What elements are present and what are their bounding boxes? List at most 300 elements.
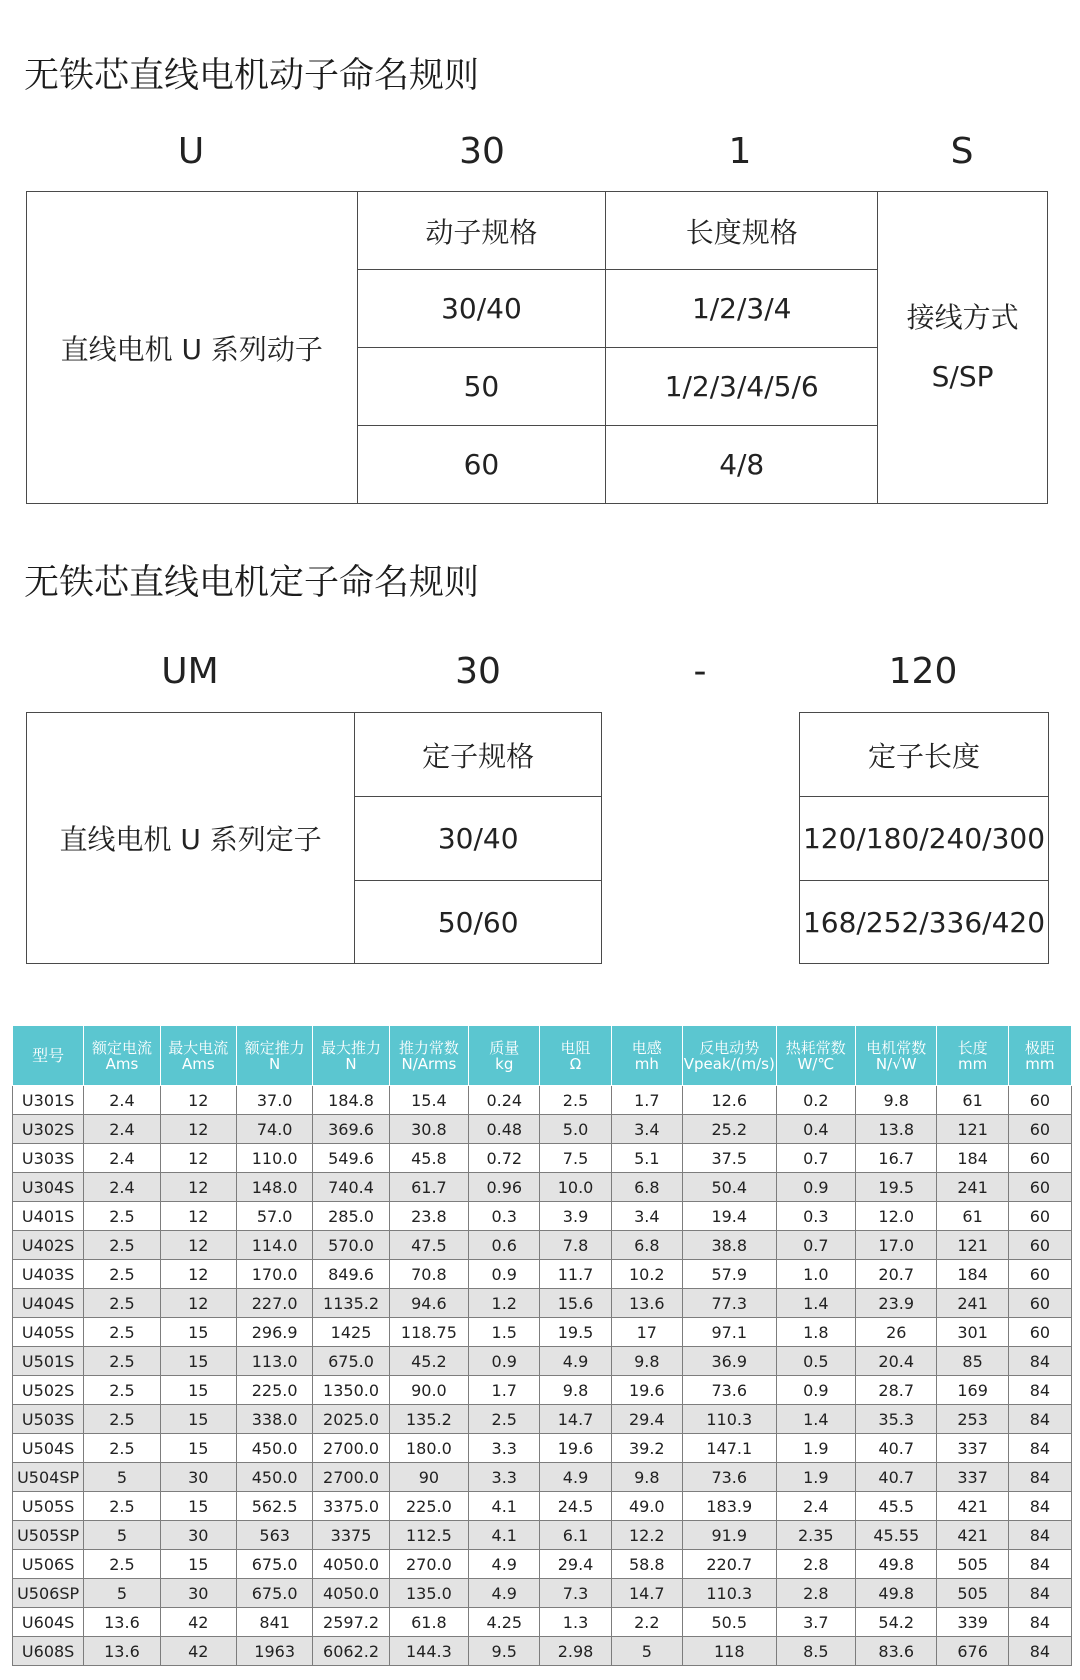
table-cell: 29.4: [540, 1550, 611, 1579]
column-header-unit: mh: [634, 1054, 659, 1073]
table-cell: 35.3: [856, 1405, 937, 1434]
table-cell: 23.8: [389, 1202, 468, 1231]
table-cell: 60: [1008, 1086, 1071, 1115]
table-row: [13, 1260, 1072, 1289]
table-cell: 2.8: [776, 1550, 855, 1579]
table-cell: 5.0: [540, 1115, 611, 1144]
table-cell: 15.4: [389, 1086, 468, 1115]
table-cell: 6.8: [611, 1173, 682, 1202]
table-cell: 13.6: [84, 1637, 160, 1666]
table-cell: 60: [1008, 1173, 1071, 1202]
table-cell: 30: [160, 1463, 236, 1492]
table-cell: 675.0: [313, 1347, 389, 1376]
table-cell: 15: [160, 1550, 236, 1579]
table-cell: 0.3: [469, 1202, 540, 1231]
column-header: [13, 1026, 84, 1086]
table-cell: 13.6: [611, 1289, 682, 1318]
table-cell: 37.5: [682, 1144, 776, 1173]
table-cell: 121: [937, 1231, 1008, 1260]
table-row: [13, 1463, 1072, 1492]
table-cell: 0.9: [776, 1173, 855, 1202]
table-cell: 7.5: [540, 1144, 611, 1173]
table-cell: 60: [1008, 1318, 1071, 1347]
table-cell: 3.4: [611, 1115, 682, 1144]
column-header-label: 反电动势: [699, 1038, 760, 1057]
column-header-unit: Ams: [105, 1054, 139, 1073]
table-cell: 4.9: [469, 1579, 540, 1608]
table-cell: 84: [1008, 1376, 1071, 1405]
table-cell: 61: [937, 1086, 1008, 1115]
column-header-unit: W/℃: [797, 1054, 835, 1073]
column-header-unit: N/√W: [875, 1054, 917, 1073]
table-cell: 339: [937, 1608, 1008, 1637]
table-cell: 2.5: [84, 1492, 160, 1521]
table-cell: 45.2: [389, 1347, 468, 1376]
table-cell: 7.3: [540, 1579, 611, 1608]
table-cell: 3375.0: [313, 1492, 389, 1521]
rotor-spec-value: 50: [357, 348, 606, 426]
model-cell: U505S: [13, 1492, 84, 1521]
column-header-unit: mm: [1025, 1054, 1055, 1073]
column-header-unit: N/Arms: [401, 1054, 457, 1073]
table-cell: 0.96: [469, 1173, 540, 1202]
table-cell: 740.4: [313, 1173, 389, 1202]
model-cell: U504S: [13, 1434, 84, 1463]
table-cell: 421: [937, 1521, 1008, 1550]
table-cell: 5: [84, 1521, 160, 1550]
table-cell: 0.9: [776, 1376, 855, 1405]
column-header-label: 热耗常数: [785, 1038, 846, 1057]
table-cell: 19.5: [856, 1173, 937, 1202]
model-cell: U301S: [13, 1086, 84, 1115]
column-header-unit: N: [269, 1054, 281, 1073]
table-row: [13, 1637, 1072, 1666]
table-cell: 91.9: [682, 1521, 776, 1550]
table-cell: 675.0: [236, 1550, 312, 1579]
rotor-spec-header: 动子规格: [357, 192, 606, 270]
table-row: [13, 1347, 1072, 1376]
table-cell: 74.0: [236, 1115, 312, 1144]
table-cell: 61.7: [389, 1173, 468, 1202]
stator-spec-value: 50/60: [355, 881, 602, 964]
rotor-wiring-cell: [878, 192, 1048, 504]
table-cell: 15: [160, 1405, 236, 1434]
table-cell: 3.3: [469, 1463, 540, 1492]
table-cell: 20.4: [856, 1347, 937, 1376]
table-cell: 19.6: [540, 1434, 611, 1463]
column-header-label: 长度: [957, 1038, 988, 1057]
table-cell: 170.0: [236, 1260, 312, 1289]
table-cell: 5.1: [611, 1144, 682, 1173]
table-cell: 84: [1008, 1434, 1071, 1463]
column-header-unit: Ω: [569, 1054, 582, 1073]
table-body: [13, 1086, 1072, 1666]
table-cell: 84: [1008, 1492, 1071, 1521]
table-cell: 39.2: [611, 1434, 682, 1463]
model-cell: U404S: [13, 1289, 84, 1318]
rotor-naming-table: [26, 191, 1048, 504]
table-cell: 97.1: [682, 1318, 776, 1347]
table-cell: 9.8: [611, 1347, 682, 1376]
table-cell: 42: [160, 1637, 236, 1666]
rotor-wiring-value: S/SP: [931, 359, 994, 393]
model-cell: U608S: [13, 1637, 84, 1666]
table-cell: 29.4: [611, 1405, 682, 1434]
table-cell: 84: [1008, 1521, 1071, 1550]
table-cell: 505: [937, 1550, 1008, 1579]
model-cell: U401S: [13, 1202, 84, 1231]
table-cell: 0.4: [776, 1115, 855, 1144]
table-cell: 2.5: [84, 1405, 160, 1434]
table-cell: 84: [1008, 1637, 1071, 1666]
rotor-spec-value: 60: [357, 426, 606, 504]
table-cell: 118.75: [389, 1318, 468, 1347]
table-cell: 450.0: [236, 1434, 312, 1463]
table-cell: 301: [937, 1318, 1008, 1347]
column-header-unit: N: [345, 1054, 357, 1073]
column-header: [611, 1026, 682, 1086]
column-header-label: 最大推力: [321, 1038, 382, 1057]
table-cell: 4.9: [469, 1550, 540, 1579]
model-cell: U604S: [13, 1608, 84, 1637]
table-row: [13, 1318, 1072, 1347]
table-cell: 16.7: [856, 1144, 937, 1173]
rotor-code-length: 1: [728, 131, 752, 172]
table-cell: 15: [160, 1347, 236, 1376]
table-cell: 2.4: [84, 1086, 160, 1115]
table-row: [13, 1202, 1072, 1231]
table-cell: 184: [937, 1260, 1008, 1289]
table-cell: 110.3: [682, 1405, 776, 1434]
table-cell: 421: [937, 1492, 1008, 1521]
table-cell: 3.9: [540, 1202, 611, 1231]
table-cell: 0.72: [469, 1144, 540, 1173]
table-cell: 220.7: [682, 1550, 776, 1579]
table-cell: 114.0: [236, 1231, 312, 1260]
rotor-length-value: 1/2/3/4/5/6: [606, 348, 878, 426]
stator-section-title: 无铁芯直线电机定子命名规则: [24, 563, 480, 603]
table-cell: 24.5: [540, 1492, 611, 1521]
table-cell: 1.9: [776, 1463, 855, 1492]
rotor-length-value: 4/8: [606, 426, 878, 504]
table-cell: 61.8: [389, 1608, 468, 1637]
table-cell: 19.4: [682, 1202, 776, 1231]
table-cell: 0.7: [776, 1231, 855, 1260]
table-cell: 30: [160, 1579, 236, 1608]
table-cell: 40.7: [856, 1463, 937, 1492]
table-cell: 148.0: [236, 1173, 312, 1202]
table-header-row: [13, 1026, 1072, 1086]
table-cell: 2.4: [776, 1492, 855, 1521]
table-cell: 4.9: [540, 1463, 611, 1492]
table-cell: 84: [1008, 1405, 1071, 1434]
model-cell: U505SP: [13, 1521, 84, 1550]
table-cell: 841: [236, 1608, 312, 1637]
table-cell: 6062.2: [313, 1637, 389, 1666]
table-cell: 12: [160, 1144, 236, 1173]
table-cell: 183.9: [682, 1492, 776, 1521]
table-cell: 4.25: [469, 1608, 540, 1637]
column-header-label: 额定推力: [244, 1038, 305, 1057]
table-cell: 4.9: [540, 1347, 611, 1376]
table-cell: 77.3: [682, 1289, 776, 1318]
table-cell: 2.5: [84, 1347, 160, 1376]
table-cell: 2700.0: [313, 1434, 389, 1463]
table-cell: 2700.0: [313, 1463, 389, 1492]
table-cell: 2.5: [84, 1202, 160, 1231]
table-cell: 563: [236, 1521, 312, 1550]
table-cell: 0.3: [776, 1202, 855, 1231]
table-cell: 94.6: [389, 1289, 468, 1318]
table-cell: 17: [611, 1318, 682, 1347]
table-cell: 113.0: [236, 1347, 312, 1376]
table-cell: 50.4: [682, 1173, 776, 1202]
table-cell: 4.1: [469, 1492, 540, 1521]
table-cell: 60: [1008, 1260, 1071, 1289]
table-cell: 84: [1008, 1550, 1071, 1579]
table-cell: 9.8: [611, 1463, 682, 1492]
table-row: [13, 1492, 1072, 1521]
table-cell: 26: [856, 1318, 937, 1347]
table-cell: 2.4: [84, 1173, 160, 1202]
table-cell: 5: [84, 1579, 160, 1608]
table-cell: 338.0: [236, 1405, 312, 1434]
column-header-label: 推力常数: [398, 1038, 459, 1057]
column-header: [84, 1026, 160, 1086]
table-row: [13, 1231, 1072, 1260]
table-cell: 84: [1008, 1608, 1071, 1637]
table-cell: 3375: [313, 1521, 389, 1550]
table-cell: 12.2: [611, 1521, 682, 1550]
table-cell: 19.6: [611, 1376, 682, 1405]
table-cell: 4050.0: [313, 1579, 389, 1608]
table-cell: 241: [937, 1289, 1008, 1318]
stator-spec-table: [26, 712, 602, 964]
column-header-unit: Vpeak/(m/s): [683, 1054, 775, 1073]
table-cell: 10.0: [540, 1173, 611, 1202]
table-cell: 85: [937, 1347, 1008, 1376]
table-cell: 14.7: [540, 1405, 611, 1434]
table-row: [13, 1289, 1072, 1318]
table-cell: 50.5: [682, 1608, 776, 1637]
table-cell: 17.0: [856, 1231, 937, 1260]
model-cell: U403S: [13, 1260, 84, 1289]
column-header-label: 质量: [489, 1038, 520, 1057]
table-cell: 28.7: [856, 1376, 937, 1405]
table-cell: 9.8: [540, 1376, 611, 1405]
table-row: [13, 1434, 1072, 1463]
table-cell: 6.1: [540, 1521, 611, 1550]
stator-length-header: 定子长度: [800, 713, 1049, 797]
table-cell: 369.6: [313, 1115, 389, 1144]
table-cell: 84: [1008, 1347, 1071, 1376]
table-cell: 0.5: [776, 1347, 855, 1376]
table-cell: 2.4: [84, 1115, 160, 1144]
table-cell: 1.2: [469, 1289, 540, 1318]
table-cell: 60: [1008, 1231, 1071, 1260]
table-row: [13, 1521, 1072, 1550]
table-cell: 184: [937, 1144, 1008, 1173]
table-cell: 58.8: [611, 1550, 682, 1579]
rotor-section-title: 无铁芯直线电机动子命名规则: [24, 56, 480, 96]
column-header-label: 电阻: [560, 1038, 591, 1057]
table-cell: 121: [937, 1115, 1008, 1144]
table-cell: 13.6: [84, 1608, 160, 1637]
table-cell: 144.3: [389, 1637, 468, 1666]
table-row: [13, 1086, 1072, 1115]
table-cell: 23.9: [856, 1289, 937, 1318]
table-cell: 2.5: [84, 1318, 160, 1347]
table-cell: 30: [160, 1521, 236, 1550]
stator-series-label: 直线电机 U 系列定子: [27, 713, 355, 964]
table-cell: 112.5: [389, 1521, 468, 1550]
table-cell: 12: [160, 1086, 236, 1115]
column-header-unit: mm: [957, 1054, 988, 1073]
model-cell: U405S: [13, 1318, 84, 1347]
table-cell: 12: [160, 1231, 236, 1260]
table-cell: 1.3: [540, 1608, 611, 1637]
table-cell: 15: [160, 1434, 236, 1463]
table-cell: 2.5: [84, 1260, 160, 1289]
table-cell: 8.5: [776, 1637, 855, 1666]
table-cell: 12: [160, 1115, 236, 1144]
table-cell: 2.5: [84, 1434, 160, 1463]
model-cell: U503S: [13, 1405, 84, 1434]
table-cell: 2.5: [84, 1376, 160, 1405]
table-cell: 9.8: [856, 1086, 937, 1115]
table-row: [13, 1144, 1072, 1173]
table-cell: 0.48: [469, 1115, 540, 1144]
table-cell: 2025.0: [313, 1405, 389, 1434]
stator-length-value: 168/252/336/420: [800, 881, 1049, 964]
rotor-series-label: 直线电机 U 系列动子: [27, 192, 358, 504]
table-cell: 549.6: [313, 1144, 389, 1173]
column-header: [776, 1026, 855, 1086]
column-header: [469, 1026, 540, 1086]
table-cell: 2.98: [540, 1637, 611, 1666]
table-cell: 19.5: [540, 1318, 611, 1347]
table-cell: 4050.0: [313, 1550, 389, 1579]
column-header-label: 电机常数: [866, 1038, 927, 1057]
rotor-code-spec: 30: [459, 131, 505, 172]
table-cell: 270.0: [389, 1550, 468, 1579]
motor-parameters-table: [12, 1025, 1072, 1666]
table-cell: 61: [937, 1202, 1008, 1231]
stator-code-dash: -: [693, 651, 707, 692]
table-cell: 2.2: [611, 1608, 682, 1637]
table-cell: 90.0: [389, 1376, 468, 1405]
table-cell: 45.8: [389, 1144, 468, 1173]
table-cell: 49.8: [856, 1550, 937, 1579]
table-cell: 147.1: [682, 1434, 776, 1463]
rotor-spec-value: 30/40: [357, 270, 606, 348]
column-header-unit: kg: [495, 1054, 514, 1073]
table-cell: 15: [160, 1318, 236, 1347]
table-cell: 450.0: [236, 1463, 312, 1492]
column-header: [236, 1026, 312, 1086]
table-row: [13, 1376, 1072, 1405]
column-header-label: 型号: [32, 1045, 65, 1065]
table-cell: 6.8: [611, 1231, 682, 1260]
table-cell: 180.0: [389, 1434, 468, 1463]
table-cell: 0.6: [469, 1231, 540, 1260]
table-cell: 1350.0: [313, 1376, 389, 1405]
table-cell: 57.9: [682, 1260, 776, 1289]
stator-spec-value: 30/40: [355, 797, 602, 881]
table-cell: 60: [1008, 1202, 1071, 1231]
stator-code-spec: 30: [455, 651, 501, 692]
table-cell: 0.9: [469, 1260, 540, 1289]
table-cell: 73.6: [682, 1376, 776, 1405]
table-cell: 73.6: [682, 1463, 776, 1492]
table-cell: 241: [937, 1173, 1008, 1202]
table-cell: 1135.2: [313, 1289, 389, 1318]
stator-spec-header: 定子规格: [355, 713, 602, 797]
table-cell: 42: [160, 1608, 236, 1637]
table-cell: 110.0: [236, 1144, 312, 1173]
table-cell: 296.9: [236, 1318, 312, 1347]
column-header-label: 额定电流: [91, 1038, 152, 1057]
table-cell: 849.6: [313, 1260, 389, 1289]
table-cell: 0.24: [469, 1086, 540, 1115]
table-cell: 12: [160, 1202, 236, 1231]
table-cell: 2.35: [776, 1521, 855, 1550]
stator-length-table: [799, 712, 1049, 964]
table-cell: 47.5: [389, 1231, 468, 1260]
column-header: [937, 1026, 1008, 1086]
table-cell: 25.2: [682, 1115, 776, 1144]
table-cell: 1.7: [611, 1086, 682, 1115]
table-cell: 11.7: [540, 1260, 611, 1289]
table-cell: 40.7: [856, 1434, 937, 1463]
table-cell: 1.4: [776, 1289, 855, 1318]
table-cell: 10.2: [611, 1260, 682, 1289]
table-cell: 1.5: [469, 1318, 540, 1347]
stator-code-length: 120: [888, 651, 958, 692]
column-header: [160, 1026, 236, 1086]
table-row: [13, 1550, 1072, 1579]
table-cell: 110.3: [682, 1579, 776, 1608]
table-cell: 30.8: [389, 1115, 468, 1144]
table-row: [13, 1115, 1072, 1144]
table-cell: 2.5: [84, 1231, 160, 1260]
table-cell: 5: [611, 1637, 682, 1666]
table-cell: 12: [160, 1173, 236, 1202]
table-cell: 285.0: [313, 1202, 389, 1231]
table-cell: 2.5: [469, 1405, 540, 1434]
table-cell: 38.8: [682, 1231, 776, 1260]
table-cell: 676: [937, 1637, 1008, 1666]
stator-code-series: UM: [161, 651, 219, 692]
table-cell: 13.8: [856, 1115, 937, 1144]
rotor-length-header: 长度规格: [606, 192, 878, 270]
table-cell: 15: [160, 1492, 236, 1521]
table-cell: 49.8: [856, 1579, 937, 1608]
table-cell: 57.0: [236, 1202, 312, 1231]
table-cell: 2.8: [776, 1579, 855, 1608]
table-cell: 2.5: [84, 1289, 160, 1318]
column-header-label: 极距: [1024, 1038, 1055, 1057]
model-cell: U504SP: [13, 1463, 84, 1492]
rotor-length-value: 1/2/3/4: [606, 270, 878, 348]
table-cell: 2597.2: [313, 1608, 389, 1637]
table-cell: 5: [84, 1463, 160, 1492]
column-header: [540, 1026, 611, 1086]
table-cell: 225.0: [236, 1376, 312, 1405]
table-row: [13, 1405, 1072, 1434]
table-cell: 135.0: [389, 1579, 468, 1608]
table-cell: 20.7: [856, 1260, 937, 1289]
